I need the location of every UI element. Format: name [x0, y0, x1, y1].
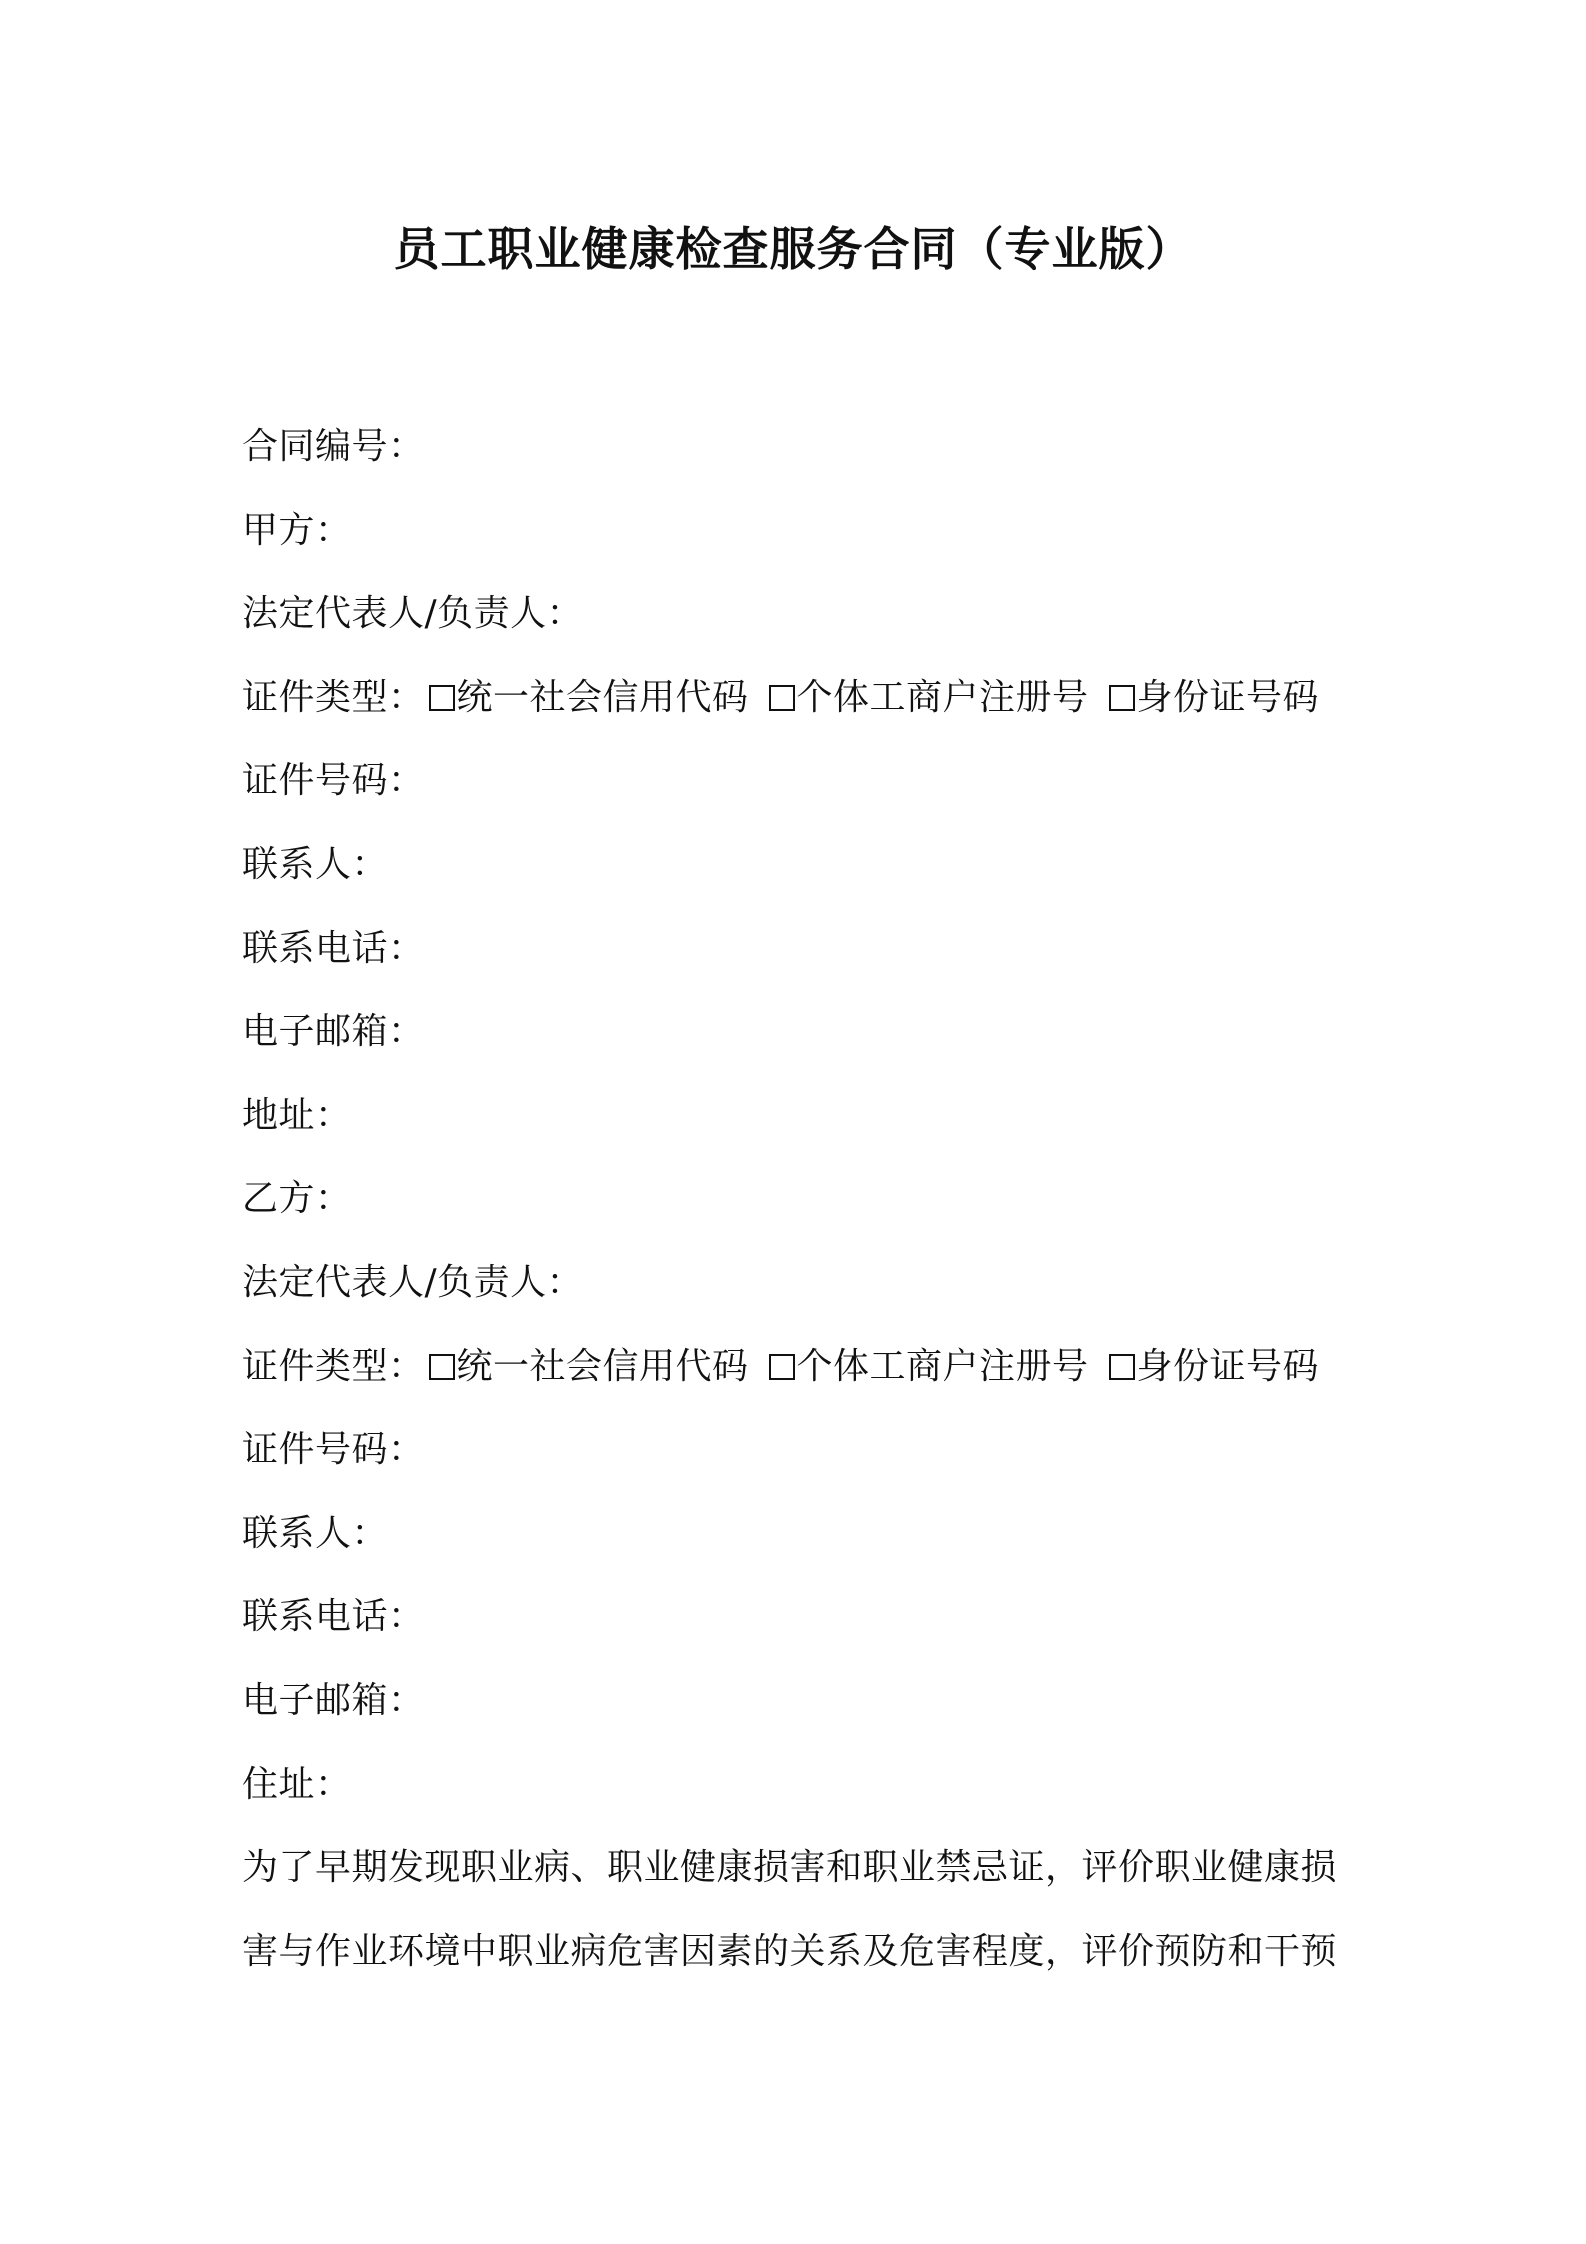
party-b-id-type-label: 证件类型：: [242, 1345, 425, 1387]
option-label: 统一社会信用代码: [456, 1345, 749, 1387]
party-b-option-business-reg[interactable]: [769, 1346, 1089, 1387]
party-a-option-id-card[interactable]: [1109, 677, 1320, 718]
party-a-legal-rep-label: 法定代表人/负责人：: [242, 593, 584, 635]
option-label: 个体工商户注册号: [796, 1345, 1089, 1387]
party-b-contact-label: 联系人：: [242, 1512, 389, 1554]
option-label: 个体工商户注册号: [796, 676, 1089, 718]
party-a-id-type-label: 证件类型：: [242, 676, 425, 718]
party-a-heading: 甲方：: [242, 509, 352, 551]
party-a-option-business-reg[interactable]: [769, 677, 1089, 718]
party-a-id-type-row: [242, 656, 1362, 740]
checkbox-icon[interactable]: [769, 1354, 795, 1380]
party-b-id-number-label: 证件号码：: [242, 1429, 425, 1471]
party-a-address-label: 地址：: [242, 1094, 352, 1136]
checkbox-icon[interactable]: [1109, 685, 1135, 711]
party-a-option-credit-code[interactable]: [429, 677, 749, 718]
option-label: 身份证号码: [1136, 1345, 1320, 1387]
party-b-legal-rep-label: 法定代表人/负责人：: [242, 1261, 584, 1303]
party-b-address-label: 住址：: [242, 1763, 352, 1805]
checkbox-icon[interactable]: [429, 685, 455, 711]
option-label: 统一社会信用代码: [456, 676, 749, 718]
party-b-heading: 乙方：: [242, 1178, 352, 1220]
party-b-option-id-card[interactable]: [1109, 1346, 1320, 1387]
party-b-phone-label: 联系电话：: [242, 1596, 425, 1638]
party-a-email-label: 电子邮箱：: [242, 1011, 425, 1053]
preamble-line: 害与作业环境中职业病危害因素的关系及危害程度，评价预防和干预: [242, 1930, 1338, 1972]
party-b-option-credit-code[interactable]: [429, 1346, 749, 1387]
party-a-contact-label: 联系人：: [242, 843, 389, 885]
option-label: 身份证号码: [1136, 676, 1320, 718]
checkbox-icon[interactable]: [1109, 1354, 1135, 1380]
preamble-line: 为了早期发现职业病、职业健康损害和职业禁忌证，评价职业健康损: [242, 1847, 1338, 1889]
checkbox-icon[interactable]: [769, 685, 795, 711]
document-title: 员工职业健康检查服务合同（专业版）: [393, 222, 1193, 276]
party-a-phone-label: 联系电话：: [242, 927, 425, 969]
party-a-id-number-label: 证件号码：: [242, 760, 425, 802]
party-b-id-type-row: [242, 1325, 1362, 1409]
contract-number-label: 合同编号：: [242, 426, 425, 467]
contract-form: [242, 405, 1362, 1993]
party-b-email-label: 电子邮箱：: [242, 1679, 425, 1721]
checkbox-icon[interactable]: [429, 1354, 455, 1380]
